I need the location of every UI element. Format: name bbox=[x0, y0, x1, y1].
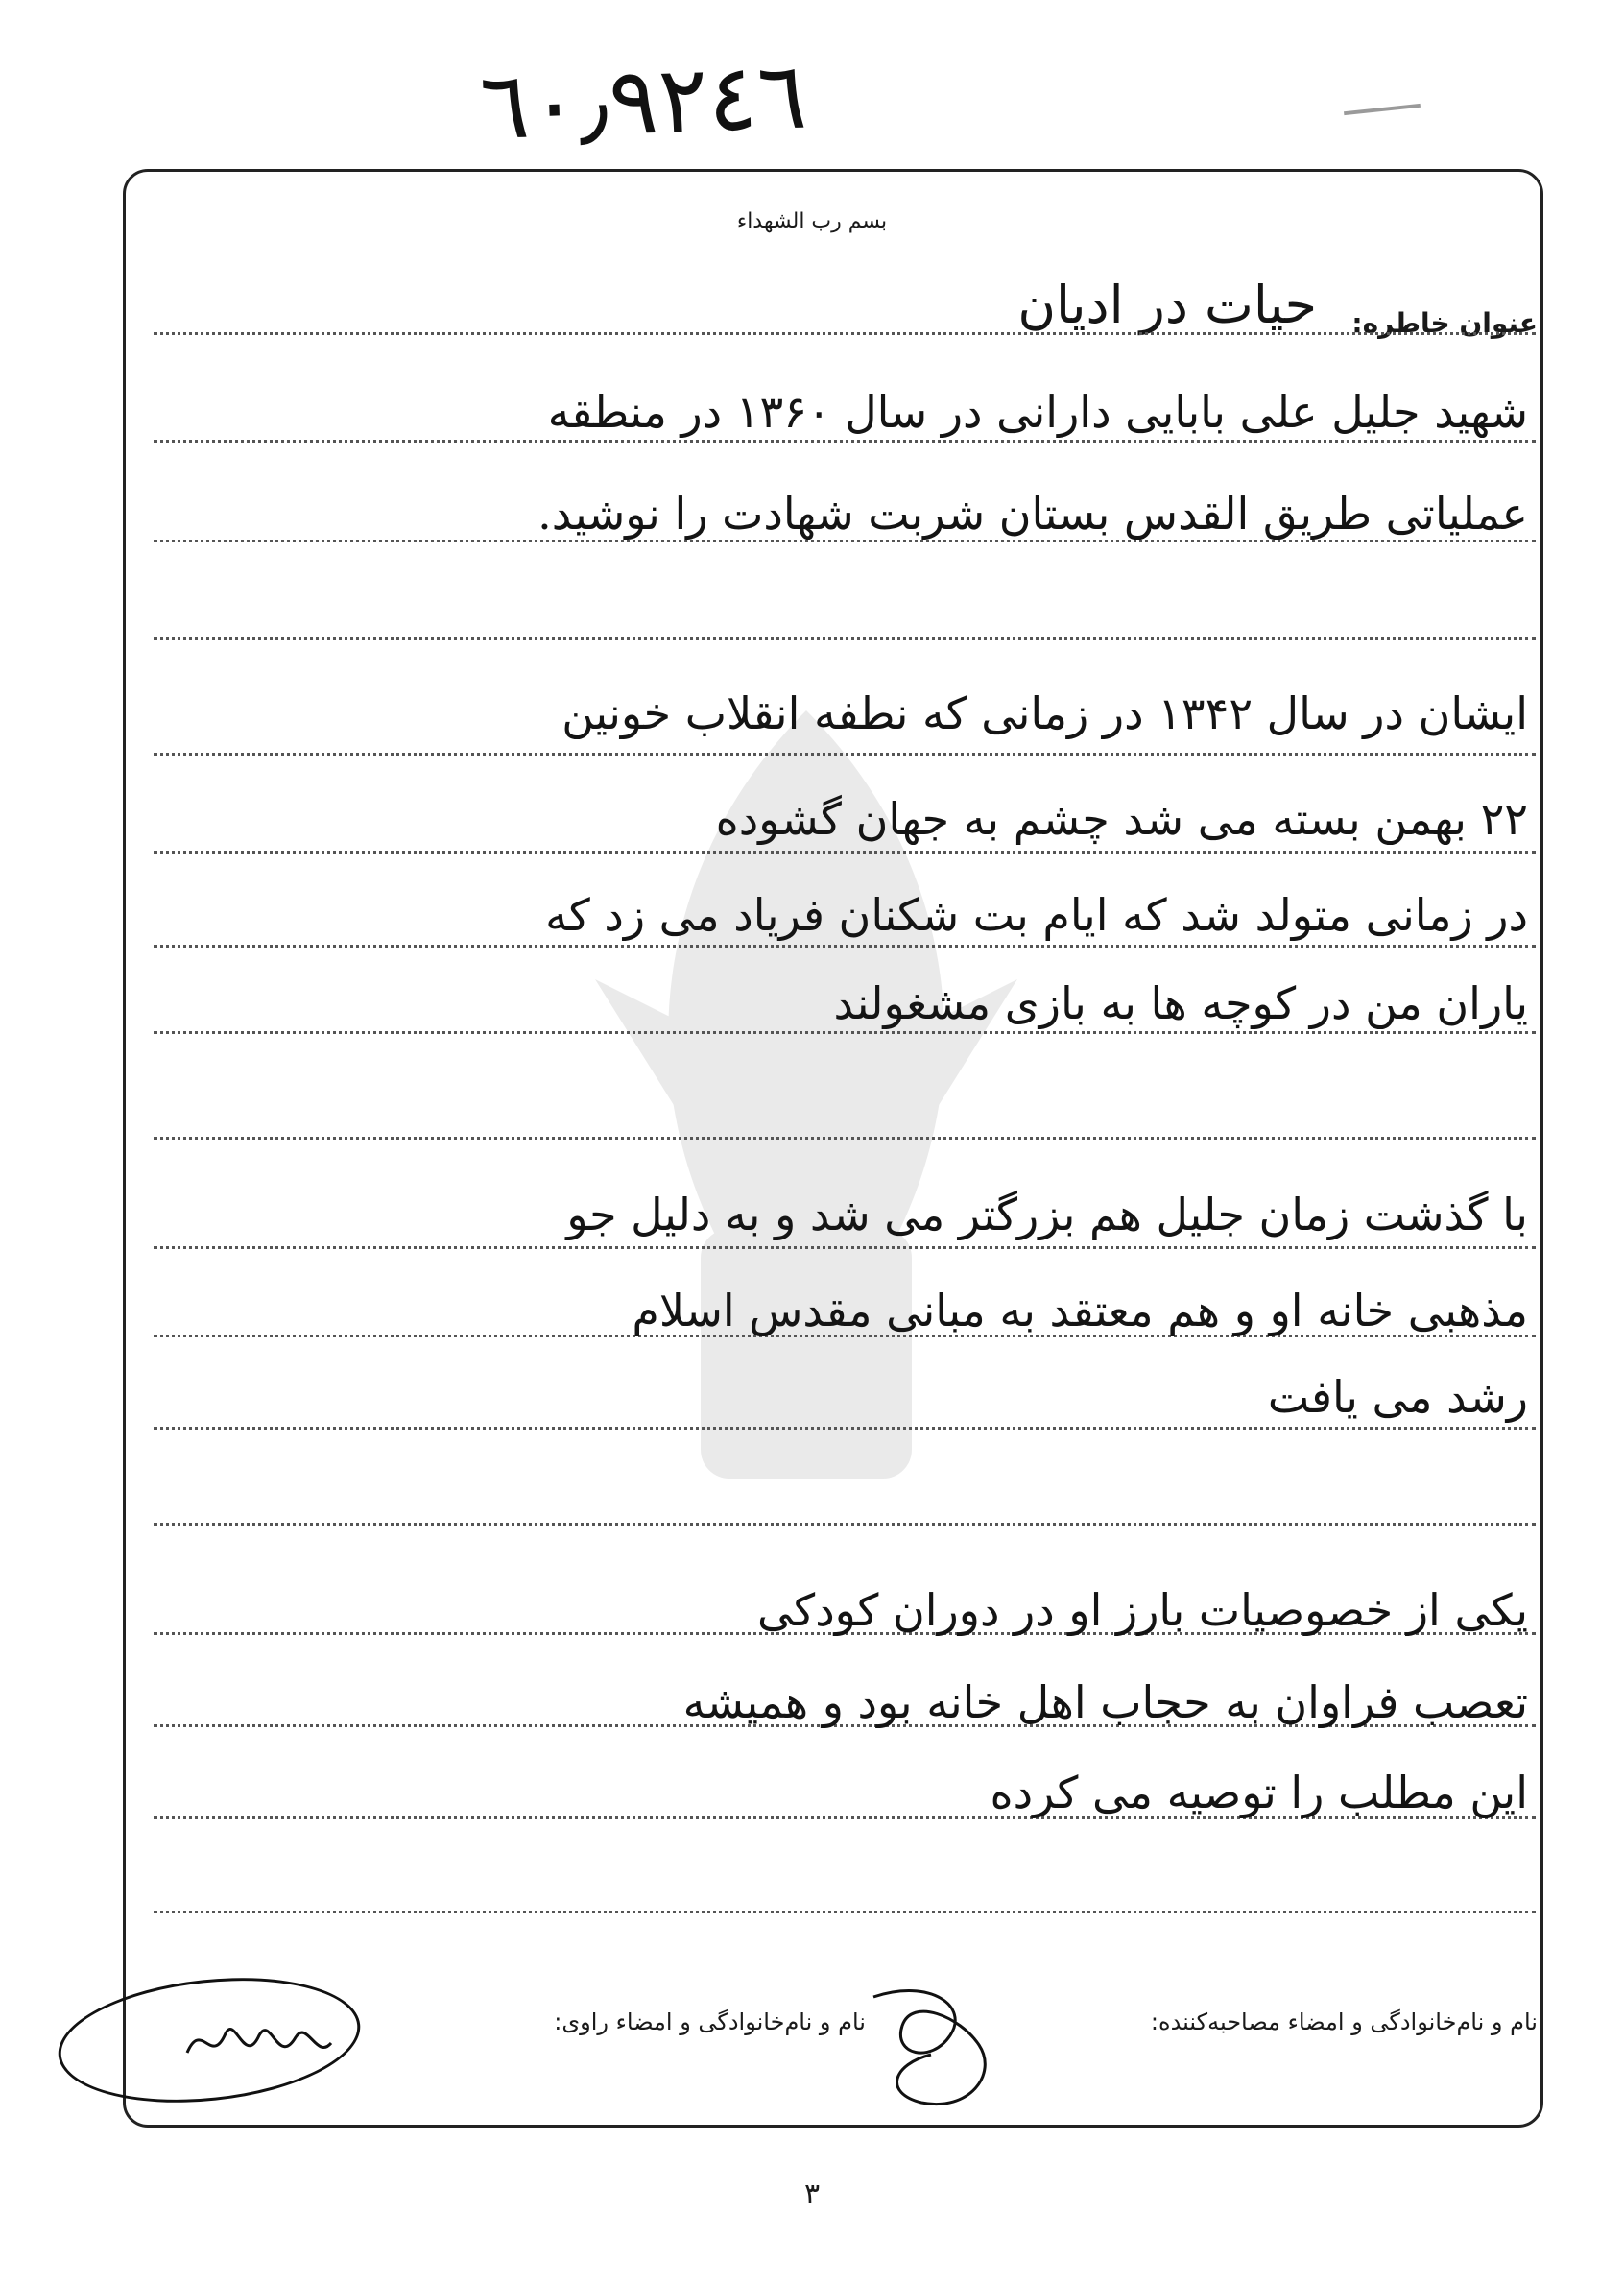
ruled-line bbox=[154, 1523, 1536, 1526]
memoir-line: تعصب فراوان به حجاب اهل خانه بود و همیشه bbox=[682, 1676, 1528, 1728]
page-number: ۳ bbox=[803, 2177, 821, 2211]
ruled-line bbox=[154, 753, 1536, 756]
ruled-line bbox=[154, 1911, 1536, 1913]
file-number: ٦٠٫٩٢٤٦ bbox=[478, 41, 809, 161]
memoir-line: ایشان در سال ۱۳۴۲ در زمانی که نطفه انقلاب خونین bbox=[561, 687, 1528, 739]
memoir-line: این مطلب را توصیه می کرده bbox=[990, 1767, 1528, 1818]
ruled-line bbox=[154, 332, 1536, 335]
pencil-mark bbox=[1344, 104, 1421, 115]
ruled-line bbox=[154, 1427, 1536, 1430]
memoir-line: عملیاتی طریق القدس بستان شربت شهادت را نوشید. bbox=[537, 488, 1528, 540]
ruled-line bbox=[154, 851, 1536, 854]
memoir-line: در زمانی متولد شد که ایام بت شکنان فریاد می زد که bbox=[545, 889, 1528, 941]
memoir-line: رشد می یافت bbox=[1267, 1371, 1528, 1423]
basmala-header: بسم رب الشهداء bbox=[736, 209, 888, 233]
narrator-signature bbox=[182, 2014, 336, 2072]
memoir-line: با گذشت زمان جلیل هم بزرگتر می شد و به دلیل جو bbox=[566, 1189, 1528, 1240]
interviewer-label: نام و نام‌خانوادگی و امضاء مصاحبه‌کننده: bbox=[1150, 2008, 1538, 2035]
interviewer-signature bbox=[835, 1978, 1027, 2122]
memoir-line: ۲۲ بهمن بسته می شد چشم به جهان گشوده bbox=[715, 793, 1528, 845]
memoir-line: یکی از خصوصیات بارز او در دوران کودکی bbox=[756, 1584, 1528, 1636]
ruled-line bbox=[154, 637, 1536, 640]
memoir-line: مذهبی خانه او و هم معتقد به مبانی مقدس اسلام bbox=[632, 1285, 1528, 1336]
title-label: عنوان خاطره: bbox=[1351, 307, 1538, 339]
ruled-line bbox=[154, 945, 1536, 948]
ruled-line bbox=[154, 1137, 1536, 1140]
narrator-label: نام و نام‌خانوادگی و امضاء راوی: bbox=[554, 2008, 866, 2035]
ruled-line bbox=[154, 540, 1536, 542]
ruled-line bbox=[154, 440, 1536, 443]
title-handwritten: حیات در ادیان bbox=[1017, 275, 1317, 335]
ruled-line bbox=[154, 1246, 1536, 1249]
memoir-line: شهید جلیل علی بابایی دارانی در سال ۱۳۶۰ در منطقه bbox=[547, 386, 1528, 438]
memoir-line: یاران من در کوچه ها به بازی مشغولند bbox=[833, 977, 1528, 1029]
ruled-line bbox=[154, 1031, 1536, 1034]
